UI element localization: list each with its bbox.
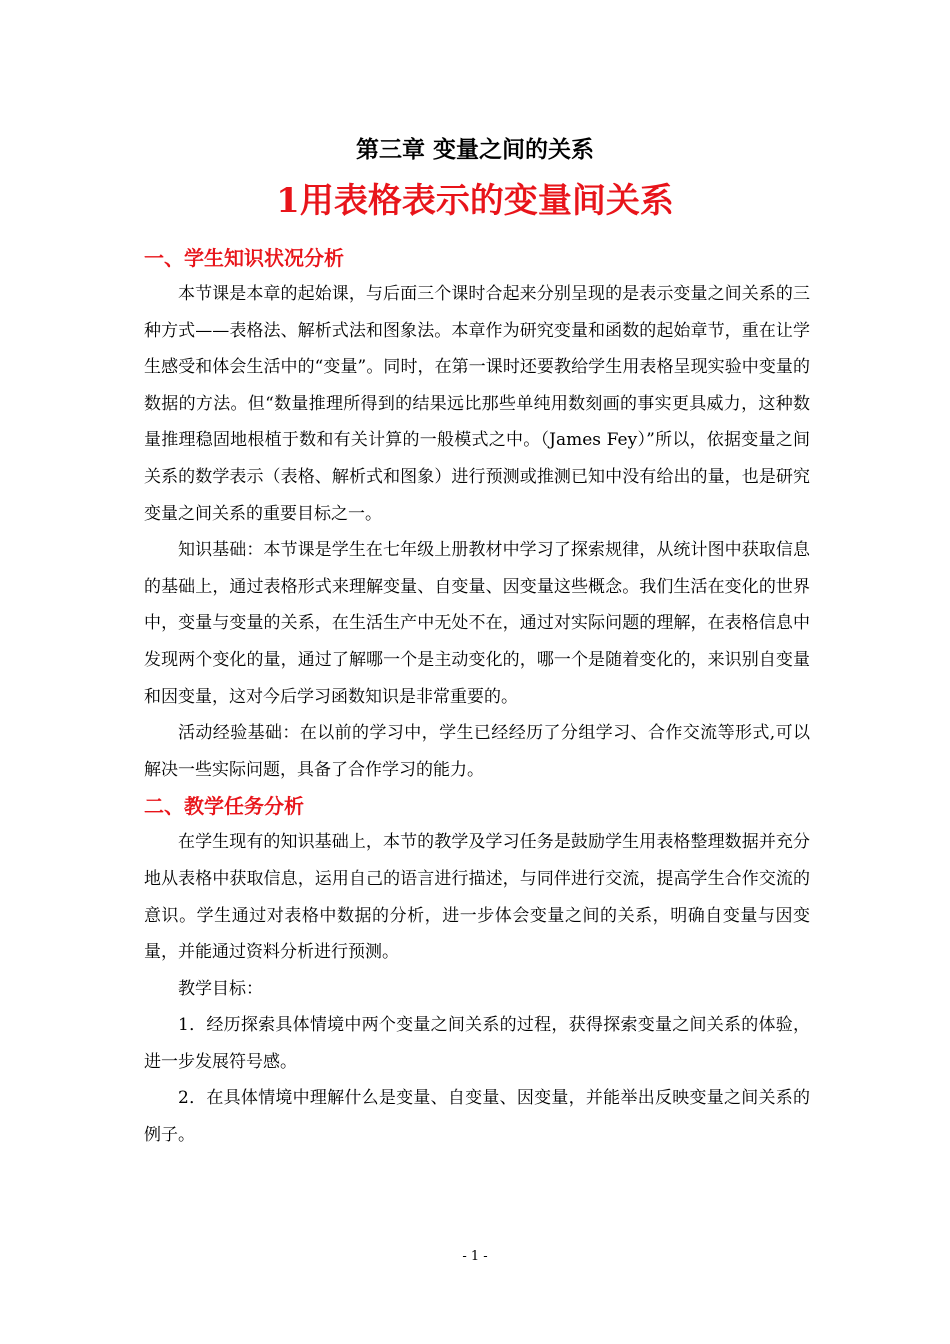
section-heading-teaching-tasks: 二、教学任务分析 xyxy=(144,794,304,819)
goal-item-1: 1．经历探索具体情境中两个变量之间关系的过程，获得探索变量之间关系的体验，进一步发展符号感。 xyxy=(144,1015,810,1072)
document-body xyxy=(144,240,810,1154)
chapter-title: 第三章 变量之间的关系 xyxy=(355,137,594,163)
section-heading-student-knowledge: 一、学生知识状况分析 xyxy=(144,246,344,270)
teaching-goals-label: 教学目标： xyxy=(178,978,263,999)
paragraph: 活动经验基础：在以前的学习中，学生已经经历了分组学习、合作交流等形式,可以解决一些实际问题，具备了合作学习的能力。 xyxy=(144,723,810,780)
paragraph: 在学生现有的知识基础上，本节的教学及学习任务是鼓励学生用表格整理数据并充分地从表格中获取信息，运用自己的语言进行描述，与同伴进行交流，提高学生合作交流的意识。学生通过对表格中数据的分析，进一步体会变量之间的关系，明确自变量与因变量，并能通过资料分析进行预测。 xyxy=(144,832,810,963)
paragraph: 本节课是本章的起始课，与后面三个课时合起来分别呈现的是表示变量之间关系的三种方式——表格法、解析式法和图象法。本章作为研究变量和函数的起始章节，重在让学生感受和体会生活中的“变量”。同时，在第一课时还要教给学生用表格呈现实验中变量的数据的方法。但“数量推理所得到的结果远比那些单纯用数刻画的事实更具威力，这种数量推理稳固地根植于数和有关计算的一般模式之中。（James Fey）”所以，依据变量之间关系的数学表示（表格、解析式和图象）进行预测或推测已知中没有给出的量，也是研究变量之间关系的重要目标之一。 xyxy=(144,284,810,524)
goal-item-2: 2．在具体情境中理解什么是变量、自变量、因变量，并能举出反映变量之间关系的例子。 xyxy=(144,1088,810,1146)
lesson-title: 1用表格表示的变量间关系 xyxy=(276,181,674,221)
page-number: - 1 - xyxy=(462,1249,488,1264)
paragraph: 知识基础：本节课是学生在七年级上册教材中学习了探索规律，从统计图中获取信息的基础上，通过表格形式来理解变量、自变量、因变量这些概念。我们生活在变化的世界中，变量与变量的关系，在生活生产中无处不在，通过对实际问题的理解，在表格信息中发现两个变化的量，通过了解哪一个是主动变化的，哪一个是随着变化的，来识别自变量和因变量，这对今后学习函数知识是非常重要的。 xyxy=(144,540,810,707)
